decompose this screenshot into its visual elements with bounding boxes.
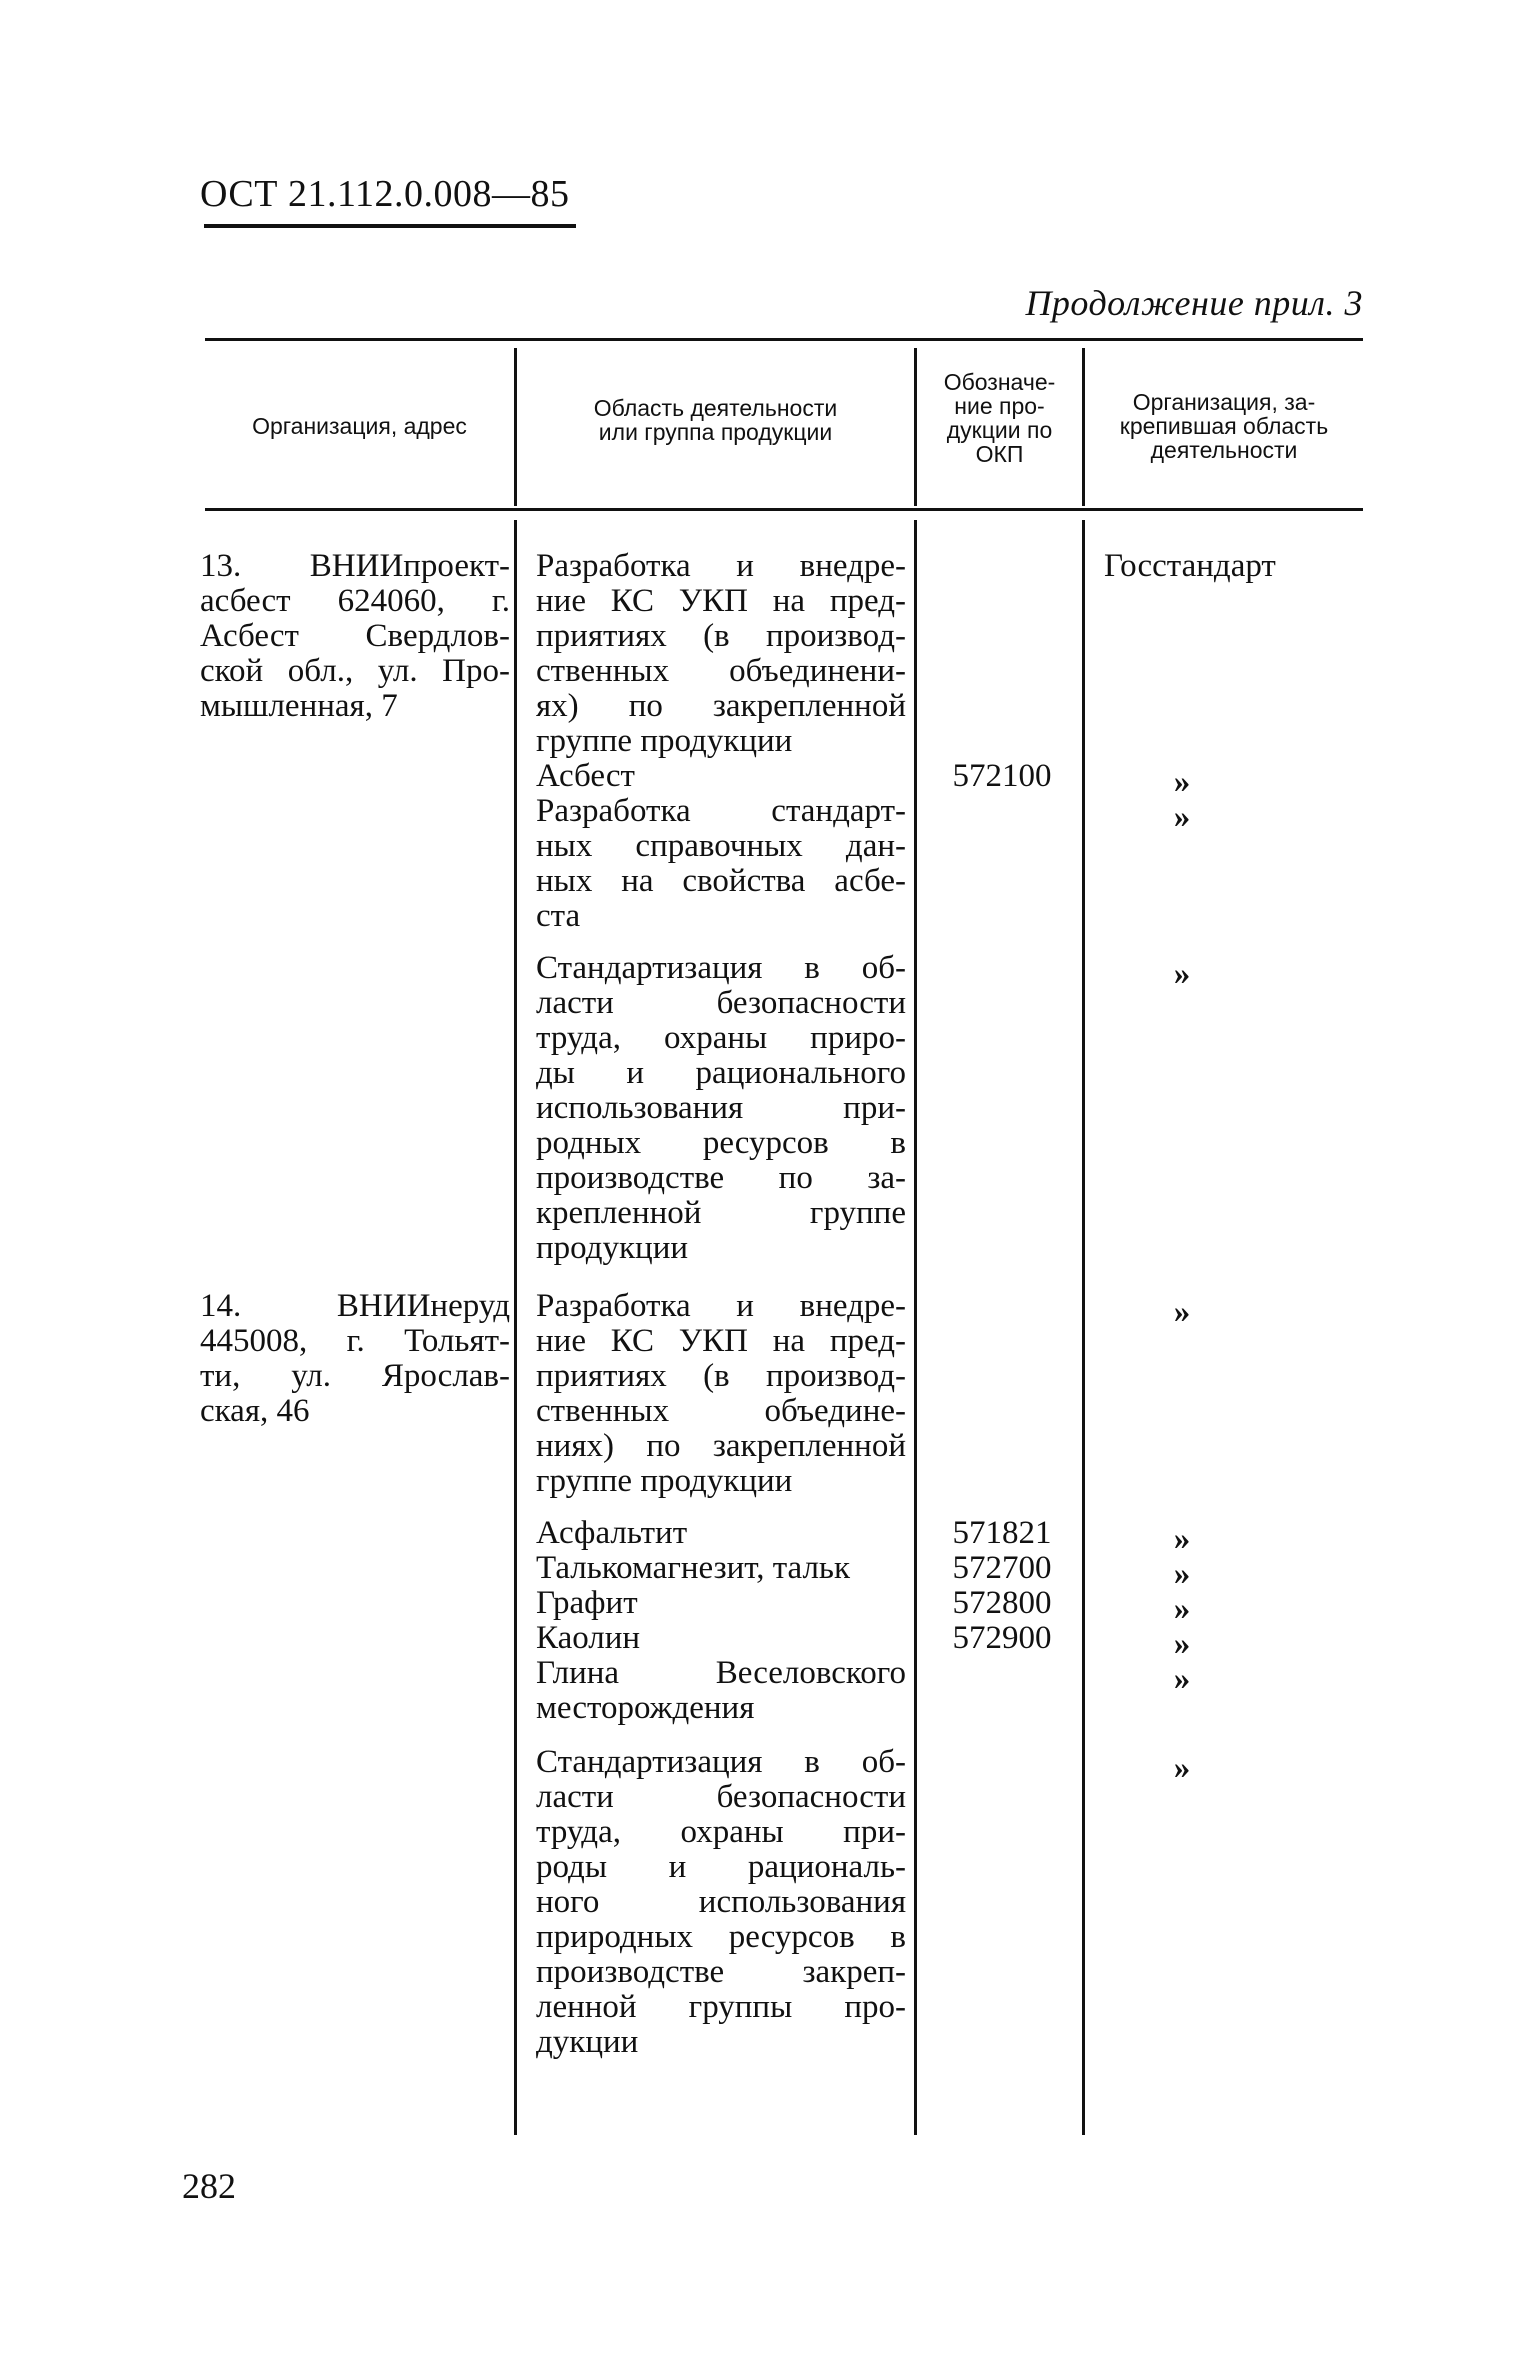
header-line: дукции по [946, 417, 1053, 443]
text-line: Асбест Свердлов- [200, 618, 510, 654]
area-13-implementation [536, 549, 906, 759]
area-13-asbestos [536, 759, 906, 794]
text-line: ста [536, 898, 581, 934]
page-number: 282 [182, 2166, 236, 2206]
text-line: Асбест [536, 758, 635, 794]
header-line: крепившая область [1119, 413, 1329, 439]
text-line: Глина Веселовского [536, 1655, 906, 1691]
text-line: Графит [536, 1585, 638, 1621]
okp-code: 572700 [952, 1550, 1052, 1586]
text-line: ных на свойства асбе- [536, 863, 906, 899]
ditto-mark: » [1173, 1294, 1191, 1330]
text-line: труда, охраны при- [536, 1814, 906, 1850]
text-line: труда, охраны приро- [536, 1020, 906, 1056]
okp-code: 572900 [952, 1620, 1052, 1656]
okp-code: 571821 [952, 1515, 1052, 1551]
header-assigned-organization [1085, 390, 1363, 462]
continuation-label: Продолжение прил. 3 [1025, 283, 1363, 323]
area-14-safety-standardization [536, 1745, 906, 2060]
header-line: Область деятельности [593, 395, 838, 421]
text-line: 14. ВНИИнеруд [200, 1288, 510, 1324]
column-divider-2-body [914, 520, 917, 2135]
text-line: ниях) по закрепленной [536, 1428, 906, 1464]
header-line: ОКП [975, 441, 1024, 467]
header-line: Организация, адрес [252, 413, 467, 439]
ditto-mark: » [1173, 799, 1191, 835]
header-line: Обозначе- [943, 369, 1056, 395]
text-line: ской обл., ул. Про- [200, 653, 510, 689]
text-line: использования при- [536, 1090, 906, 1126]
column-divider-3-body [1082, 520, 1085, 2135]
table-top-rule [205, 338, 1363, 341]
text-line: приятиях (в производ- [536, 618, 906, 654]
text-line: ного использования [536, 1884, 906, 1920]
text-line: Талькомагнезит, тальк [536, 1550, 851, 1586]
header-line: Организация, за- [1132, 389, 1316, 415]
text-line: родных ресурсов в [536, 1125, 906, 1161]
text-line: ская, 46 [200, 1393, 310, 1429]
text-line: асбест 624060, г. [200, 583, 510, 619]
text-line: природных ресурсов в [536, 1919, 906, 1955]
header-organization-address [205, 414, 514, 438]
header-okp-code [917, 370, 1082, 466]
text-line: ленной группы про- [536, 1989, 906, 2025]
doc-code-underline [204, 224, 576, 228]
text-line: роды и рациональ- [536, 1849, 906, 1885]
ditto-mark: » [1173, 1591, 1191, 1627]
text-line: группе продукции [536, 1463, 793, 1499]
ditto-mark: » [1173, 764, 1191, 800]
area-14-products [536, 1516, 906, 1726]
text-line: ласти безопасности [536, 1779, 906, 1815]
text-line: Стандартизация в об- [536, 1744, 906, 1780]
text-line: ние КС УКП на пред- [536, 583, 906, 619]
text-line: крепленной группе [536, 1195, 906, 1231]
org-14-address [200, 1289, 510, 1429]
okp-code: 572800 [952, 1585, 1052, 1621]
ditto-mark: » [1173, 956, 1191, 992]
okp-code: 572100 [952, 758, 1052, 794]
ditto-mark: » [1173, 1661, 1191, 1697]
text-line: Разработка стандарт- [536, 793, 906, 829]
text-line: Разработка и внедре- [536, 548, 906, 584]
header-line: деятельности [1150, 437, 1298, 463]
text-line: месторождения [536, 1690, 755, 1726]
text-line: Каолин [536, 1620, 641, 1656]
text-line: Разработка и внедре- [536, 1288, 906, 1324]
text-line: ях) по закрепленной [536, 688, 906, 724]
org-13-address [200, 549, 510, 724]
header-activity-area [517, 396, 914, 444]
text-line: продукции [536, 1230, 689, 1266]
ditto-mark: » [1173, 1521, 1191, 1557]
text-line: ственных объедине- [536, 1393, 906, 1429]
ditto-mark: » [1173, 1556, 1191, 1592]
text-line: 445008, г. Тольят- [200, 1323, 510, 1359]
column-divider-1-body [514, 520, 517, 2135]
table-header-bottom-rule [205, 508, 1363, 511]
text-line: производстве по за- [536, 1160, 906, 1196]
text-line: ственных объединени- [536, 653, 906, 689]
header-line: или группа продукции [598, 419, 833, 445]
text-line: ласти безопасности [536, 985, 906, 1021]
area-13-safety-standardization [536, 951, 906, 1266]
ditto-mark: » [1173, 1750, 1191, 1786]
text-line: ных справочных дан- [536, 828, 906, 864]
text-line: производстве закреп- [536, 1954, 906, 1990]
doc-code: ОСТ 21.112.0.008—85 [200, 173, 570, 215]
area-13-reference-data [536, 794, 906, 934]
text-line: группе продукции [536, 723, 793, 759]
text-line: ти, ул. Ярослав- [200, 1358, 510, 1394]
text-line: мышленная, 7 [200, 688, 398, 724]
text-line: Асфальтит [536, 1515, 688, 1551]
text-line: ды и рационального [536, 1055, 906, 1091]
text-line: дукции [536, 2024, 639, 2060]
assigned-org: Госстандарт [1104, 548, 1276, 584]
text-line: 13. ВНИИпроект- [200, 548, 510, 584]
header-line: ние про- [954, 393, 1045, 419]
ditto-mark: » [1173, 1626, 1191, 1662]
text-line: Стандартизация в об- [536, 950, 906, 986]
text-line: ние КС УКП на пред- [536, 1323, 906, 1359]
area-14-implementation [536, 1289, 906, 1499]
text-line: приятиях (в производ- [536, 1358, 906, 1394]
